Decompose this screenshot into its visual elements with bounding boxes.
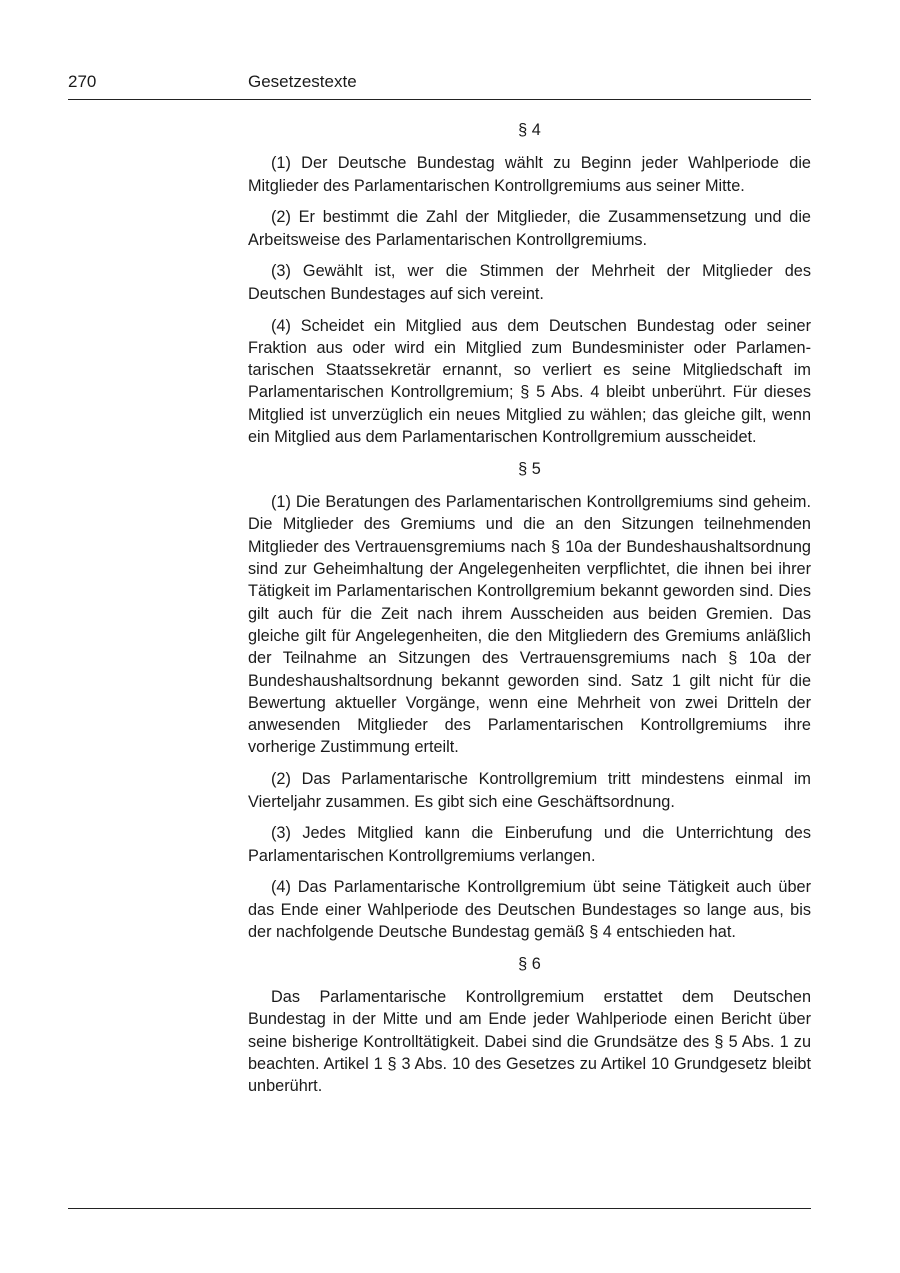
- paragraph: (2) Das Parlamentarische Kontrollgremium tritt mindestens einmal im Vierteljahr zusammen. Es gibt sich eine Geschäftsordnung.: [248, 770, 811, 811]
- paragraph: (4) Das Parlamentarische Kontrollgremium übt seine Tätigkeit auch über das Ende einer Wahlperiode des Deutschen Bundestages so lange aus, bis der nachfolgende Deutsche Bundestag gemäß § 4 entschieden hat.: [248, 878, 811, 941]
- section-5: [248, 458, 811, 943]
- section-6: [248, 953, 811, 1098]
- section-4: [248, 119, 811, 448]
- section-heading: § 5: [518, 459, 541, 478]
- paragraph: (3) Jedes Mitglied kann die Einberufung und die Unterrichtung des Parlamentarischen Kontrollgremiums verlangen.: [248, 824, 811, 865]
- paragraph: (1) Die Beratungen des Parlamentarischen Kontrollgremiums sind geheim. Die Mitglieder des Gremiums und die an den Sitzungen teilnehmenden Mitglieder des Vertrauensgremiums nach § 10a der Bundeshaushaltsordnung sind zur Geheimhaltung der Angelegenheiten verpflichtet, die ihnen bei ihrer Tätigkeit im Parlamentarischen Kontrollgremium bekannt geworden sind. Dies gilt auch für die Zeit nach ihrem Ausscheiden aus beiden Gremien. Das gleiche gilt für Angelegenheiten, die den Mitgliedern des Gremiums anläßlich der Teilnahme an Sitzungen des Vertrauensgremiums nach § 10a der Bundeshaushaltsordnung bekannt geworden sind. Satz 1 gilt nicht für die Bewertung aktueller Vorgänge, wenn eine Mehrheit von zwei Dritteln der anwesenden Mitglieder des Parlamentarischen Kontrollgremiums ihre vorherige Zustimmung erteilt.: [248, 493, 811, 757]
- paragraph: (1) Der Deutsche Bundestag wählt zu Beginn jeder Wahlperiode die Mitglieder des Parlamentarischen Kontrollgremiums aus seiner Mitte.: [248, 154, 811, 195]
- page-header: [68, 71, 811, 100]
- paragraph: (3) Gewählt ist, wer die Stimmen der Mehrheit der Mitglieder des Deutschen Bundestages auf sich vereint.: [248, 262, 811, 303]
- running-title: Gesetzestexte: [248, 72, 357, 91]
- paragraph: (4) Scheidet ein Mitglied aus dem Deutschen Bundestag oder seiner Fraktion aus oder wird ein Mitglied zum Bundesminister oder Parlamentarischen Staatssekretär ernannt, so verliert es seine Mitgliedschaft im Parlamentarischen Kontrollgremium; § 5 Abs. 4 bleibt unberührt. Für dieses Mitglied ist unverzüglich ein neues Mitglied zu wählen; das gleiche gilt, wenn ein Mitglied aus dem Parlamentarischen Kontrollgremium ausscheidet.: [248, 316, 811, 447]
- footer-rule: [68, 1208, 811, 1209]
- section-heading: § 6: [518, 954, 541, 973]
- section-heading: § 4: [518, 121, 541, 139]
- document-body: [248, 119, 811, 1107]
- paragraph: Das Parlamentarische Kontrollgremium erstattet dem Deutschen Bundestag in der Mitte und am Ende jeder Wahlperiode einen Bericht über seine bisherige Kontrolltätigkeit. Dabei sind die Grundsätze des § 5 Abs. 1 zu beachten. Artikel 1 § 3 Abs. 10 des Gesetzes zu Artikel 10 Grundgesetz bleibt unberührt.: [248, 988, 811, 1096]
- paragraph: (2) Er bestimmt die Zahl der Mitglieder, die Zusammensetzung und die Arbeitsweise des Parlamentarischen Kontrollgremiums.: [248, 208, 811, 249]
- page-number: 270: [68, 72, 97, 91]
